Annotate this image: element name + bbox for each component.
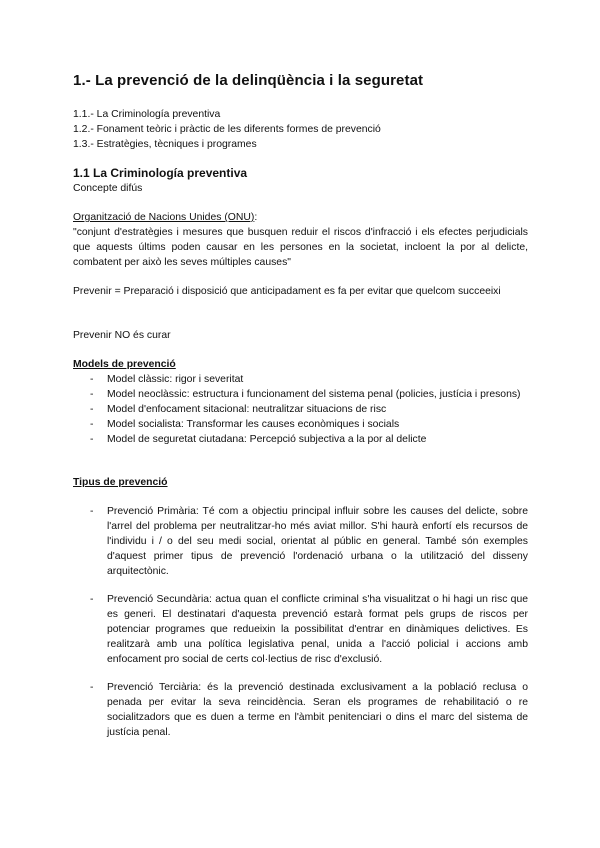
list-item: - Prevenció Secundària: actua quan el conflicte criminal s'ha visualitzat o hi hagi un risc que es generi. El destinatari d'aquesta prevenció estarà format pels grups de riscos per potenciar programes que redueixin la possibilitat d'entrar en dinàmiques delictives. Es realitzarà amb una política legislativa penal, unida a l'acció policial i accions amb enfocament pro social de certs col·lectius de risc d'exclusió.	[90, 592, 528, 667]
list-item: - Model clàssic: rigor i severitat	[90, 372, 528, 387]
toc-item: 1.2.- Fonament teòric i pràctic de les diferents formes de prevenció	[73, 124, 381, 135]
list-item: - Prevenció Terciària: és la prevenció destinada exclusivament a la població reclusa o penada per evitar la seva reincidència. Seran els programes de rehabilitació o re socialitzadors que es duen a terme en l'àmbit penitenciari o dins el marc del sistema de justícia penal.	[90, 680, 528, 740]
list-item: - Prevenció Primària: Té com a objectiu principal influir sobre les causes del delicte, sobre l'arrel del problema per neutralitzar-ho més aviat millor. S'hi haurà enfortí els recursos de l'individu i / o del seu medi social, orientat al públic en general. També són exemples d'aquest primer tipus de prevenció l'ordenació urbana o la utilització del disseny arquitectònic.	[90, 504, 528, 579]
models-list	[90, 372, 528, 447]
tipus-item-terciaria	[90, 680, 528, 740]
prevenir-definition: Prevenir = Preparació i disposició que anticipadament es fa per evitar que quelcom succeeixi	[73, 286, 501, 297]
table-of-contents	[73, 107, 381, 152]
page-title: 1.- La prevenció de la delinqüència i la seguretat	[73, 72, 424, 89]
tipus-item-secundaria	[90, 592, 528, 667]
onu-label: Organització de Nacions Unides (ONU)	[73, 212, 255, 223]
section-heading: 1.1 La Criminología preventiva	[73, 166, 248, 180]
section-subtitle: Concepte difús	[73, 183, 143, 194]
list-item: - Model de seguretat ciutadana: Percepció subjectiva a la por al delicte	[90, 432, 528, 447]
list-item: - Model neoclàssic: estructura i funcionament del sistema penal (policies, justícia i presons)	[90, 387, 528, 402]
tipus-item-primaria	[90, 504, 528, 579]
prevenir-no-curar: Prevenir NO és curar	[73, 330, 171, 341]
list-item: - Model d'enfocament sitacional: neutralitzar situacions de risc	[90, 402, 528, 417]
toc-item: 1.3.- Estratègies, tècniques i programes	[73, 139, 257, 150]
models-heading: Models de prevenció	[73, 359, 176, 370]
list-item: - Model socialista: Transformar les causes econòmiques i socials	[90, 417, 528, 432]
onu-colon: :	[254, 212, 258, 223]
onu-label-line	[73, 210, 257, 225]
onu-quote: "conjunt d'estratègies i mesures que busquen reduir el riscos d'infracció i els efectes perjudicials que aquests últims poden causar en les persones en la societat, incloent la por al delicte, combatent per això les seves múltiples causes"	[73, 227, 528, 268]
toc-item: 1.1.- La Criminología preventiva	[73, 109, 221, 120]
tipus-heading: Tipus de prevenció	[73, 477, 168, 488]
